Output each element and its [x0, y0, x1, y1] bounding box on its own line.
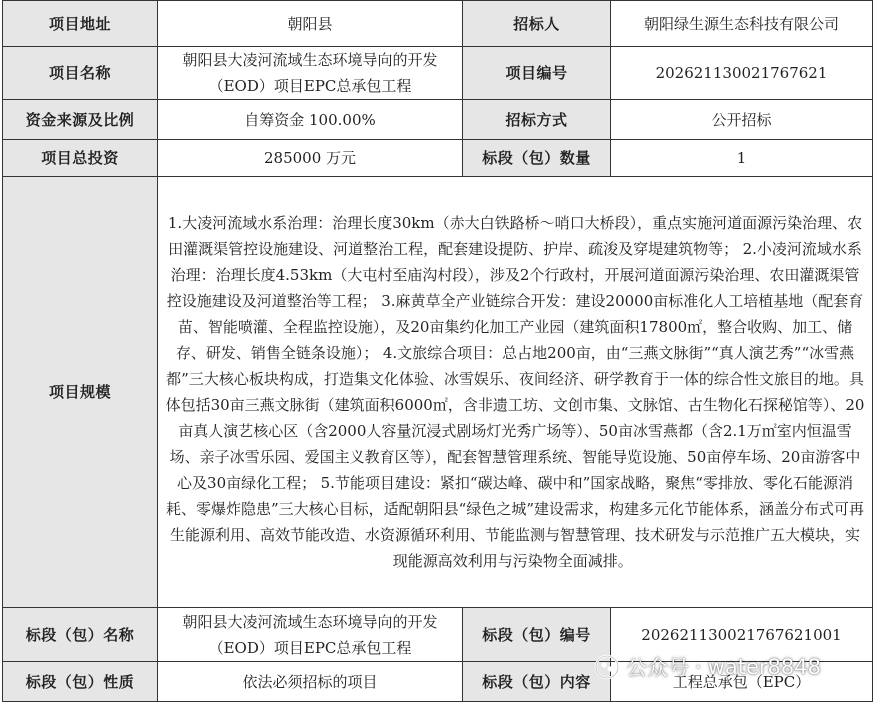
watermark-account: water8848 — [707, 655, 821, 679]
value-section-number: 202621130021767621001 — [611, 608, 873, 662]
row-project-location — [3, 1, 873, 47]
scale-item-3: 3.麻黄草全产业链综合开发：建设20000亩标准化人工培植基地（配套育苗、智能喷灌、全程监控设施），及20亩集约化加工产业园（建筑面积17800㎡，整合收购、加工、储存、研发、销售全链条设施）； — [175, 292, 864, 362]
row-project-scale — [3, 177, 873, 608]
label-section-content: 标段（包）内容 — [463, 662, 611, 702]
label-section-nature: 标段（包）性质 — [3, 662, 158, 702]
value-tenderer: 朝阳绿生源生态科技有限公司 — [611, 1, 873, 47]
label-tender-method: 招标方式 — [463, 100, 611, 140]
value-project-scale — [158, 177, 873, 608]
scale-item-5: 5.节能项目建设：紧扣“碳达峰、碳中和”国家战略，聚焦“零排放、零化石能源消耗、零爆炸隐患”三大核心目标，适配朝阳县“绿色之城”建设需求，构建多元化节能体系，涵盖分布式可再生能源利用、高效节能改造、水资源循环利用、节能监测与智慧管理、技术研发与示范推广五大模块，实现能源高效利用与污染物全面减排。 — [165, 474, 864, 570]
value-project-number: 202621130021767621 — [611, 47, 873, 100]
row-total-investment — [3, 140, 873, 177]
label-funding-source: 资金来源及比例 — [3, 100, 158, 140]
label-total-investment: 项目总投资 — [3, 140, 158, 177]
value-project-location: 朝阳县 — [158, 1, 463, 47]
scale-item-4: 4.文旅综合项目：总占地200亩，由“三燕文脉街”“真人演艺秀”“冰雪燕都”三大核心板块构成，打造集文化体验、冰雪娱乐、夜间经济、研学教育于一体的综合性文旅目的地。具体包括30亩三燕文脉街（建筑面积6000㎡，含非遗工坊、文创市集、文脉馆、古生物化石探秘馆等）、20亩真人演艺核心区（含2000人容量沉浸式剧场灯光秀广场等）、50亩冰雪燕都（含2.1万㎡室内恒温雪场、亲子冰雪乐园、爱国主义教育区等），配套智慧管理系统、智能导览设施、50亩停车场、20亩游客中心及30亩绿化工程； — [165, 344, 865, 492]
row-funding — [3, 100, 873, 140]
wechat-official-account-icon — [594, 654, 620, 680]
label-project-scale: 项目规模 — [3, 177, 158, 608]
value-section-name: 朝阳县大凌河流域生态环境导向的开发（EOD）项目EPC总承包工程 — [158, 608, 463, 662]
label-section-name: 标段（包）名称 — [3, 608, 158, 662]
scale-item-1: 1.大凌河流域水系治理：治理长度30km（赤大白铁路桥～哨口大桥段），重点实施河道面源污染治理、农田灌溉渠管控设施建设、河道整治工程，配套建设提防、护岸、疏浚及穿堤建筑物等； — [167, 214, 863, 258]
watermark-label: 公众号 — [626, 656, 689, 680]
label-section-number: 标段（包）编号 — [463, 608, 611, 662]
value-funding-source: 自筹资金 100.00% — [158, 100, 463, 140]
scale-item-2: 2.小凌河流域水系治理：治理长度4.53km（大屯村至庙沟村段），涉及2个行政村，开展河道面源污染治理、农田灌溉渠管控设施建设及河道整治等工程； — [166, 240, 862, 310]
row-project-name — [3, 47, 873, 100]
value-total-investment: 285000 万元 — [158, 140, 463, 177]
watermark — [594, 652, 821, 682]
project-info-table — [2, 0, 873, 702]
value-tender-method: 公开招标 — [611, 100, 873, 140]
value-section-nature: 依法必须招标的项目 — [158, 662, 463, 702]
watermark-separator: · — [695, 655, 702, 679]
label-project-name: 项目名称 — [3, 47, 158, 100]
label-tenderer: 招标人 — [463, 1, 611, 47]
value-section-count: 1 — [611, 140, 873, 177]
value-project-name: 朝阳县大凌河流域生态环境导向的开发（EOD）项目EPC总承包工程 — [158, 47, 463, 100]
value-section-content: 工程总承包（EPC） — [611, 662, 873, 702]
label-project-location: 项目地址 — [3, 1, 158, 47]
label-section-count: 标段（包）数量 — [463, 140, 611, 177]
label-project-number: 项目编号 — [463, 47, 611, 100]
